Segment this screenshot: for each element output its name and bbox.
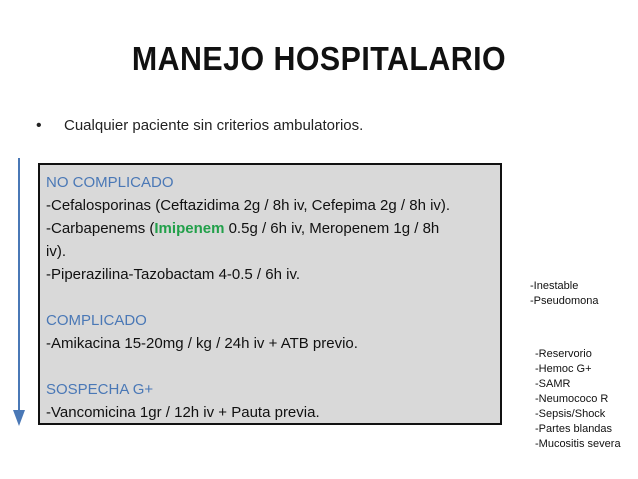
- treatment-box: [38, 163, 502, 425]
- heading-complicado: COMPLICADO: [46, 312, 147, 329]
- imipenem-highlight: Imipenem: [154, 220, 225, 237]
- no-complicado-line-1: -Cefalosporinas (Ceftazidima 2g / 8h iv, Cefepima 2g / 8h iv).: [46, 197, 451, 214]
- side-note: -SAMR: [535, 378, 571, 390]
- side-note: -Inestable: [530, 280, 579, 292]
- bullet-text: Cualquier paciente sin criterios ambulatorios.: [64, 117, 364, 134]
- side-note: -Sepsis/Shock: [535, 408, 606, 420]
- side-notes-sospecha: [535, 347, 621, 452]
- heading-no-complicado: NO COMPLICADO: [46, 174, 174, 191]
- side-note: -Neumococo R: [535, 393, 609, 405]
- page-title: MANEJO HOSPITALARIO: [131, 40, 507, 77]
- side-notes-complicado: [530, 279, 599, 309]
- complicado-line-1: -Amikacina 15-20mg / kg / 24h iv + ATB previo.: [46, 335, 358, 352]
- down-arrow-icon: [12, 158, 26, 428]
- bullet-marker: •: [36, 117, 42, 134]
- line-2-suffix: 0.5g / 6h iv, Meropenem 1g / 8h: [224, 220, 440, 237]
- bullet-item: [36, 117, 363, 135]
- side-note: -Reservorio: [535, 348, 592, 360]
- no-complicado-line-3: -Piperazilina-Tazobactam 4-0.5 / 6h iv.: [46, 266, 301, 283]
- sospecha-line-1: -Vancomicina 1gr / 12h iv + Pauta previa.: [46, 404, 320, 421]
- side-note: -Partes blandas: [535, 423, 613, 435]
- side-note: -Mucositis severa: [535, 438, 621, 450]
- line-2-prefix: -Carbapenems (: [46, 220, 155, 237]
- no-complicado-line-2-cont: iv).: [46, 243, 66, 260]
- side-note: -Pseudomona: [530, 295, 599, 307]
- side-note: -Hemoc G+: [535, 363, 592, 375]
- heading-sospecha: SOSPECHA G+: [46, 381, 154, 398]
- no-complicado-line-2: [46, 217, 500, 240]
